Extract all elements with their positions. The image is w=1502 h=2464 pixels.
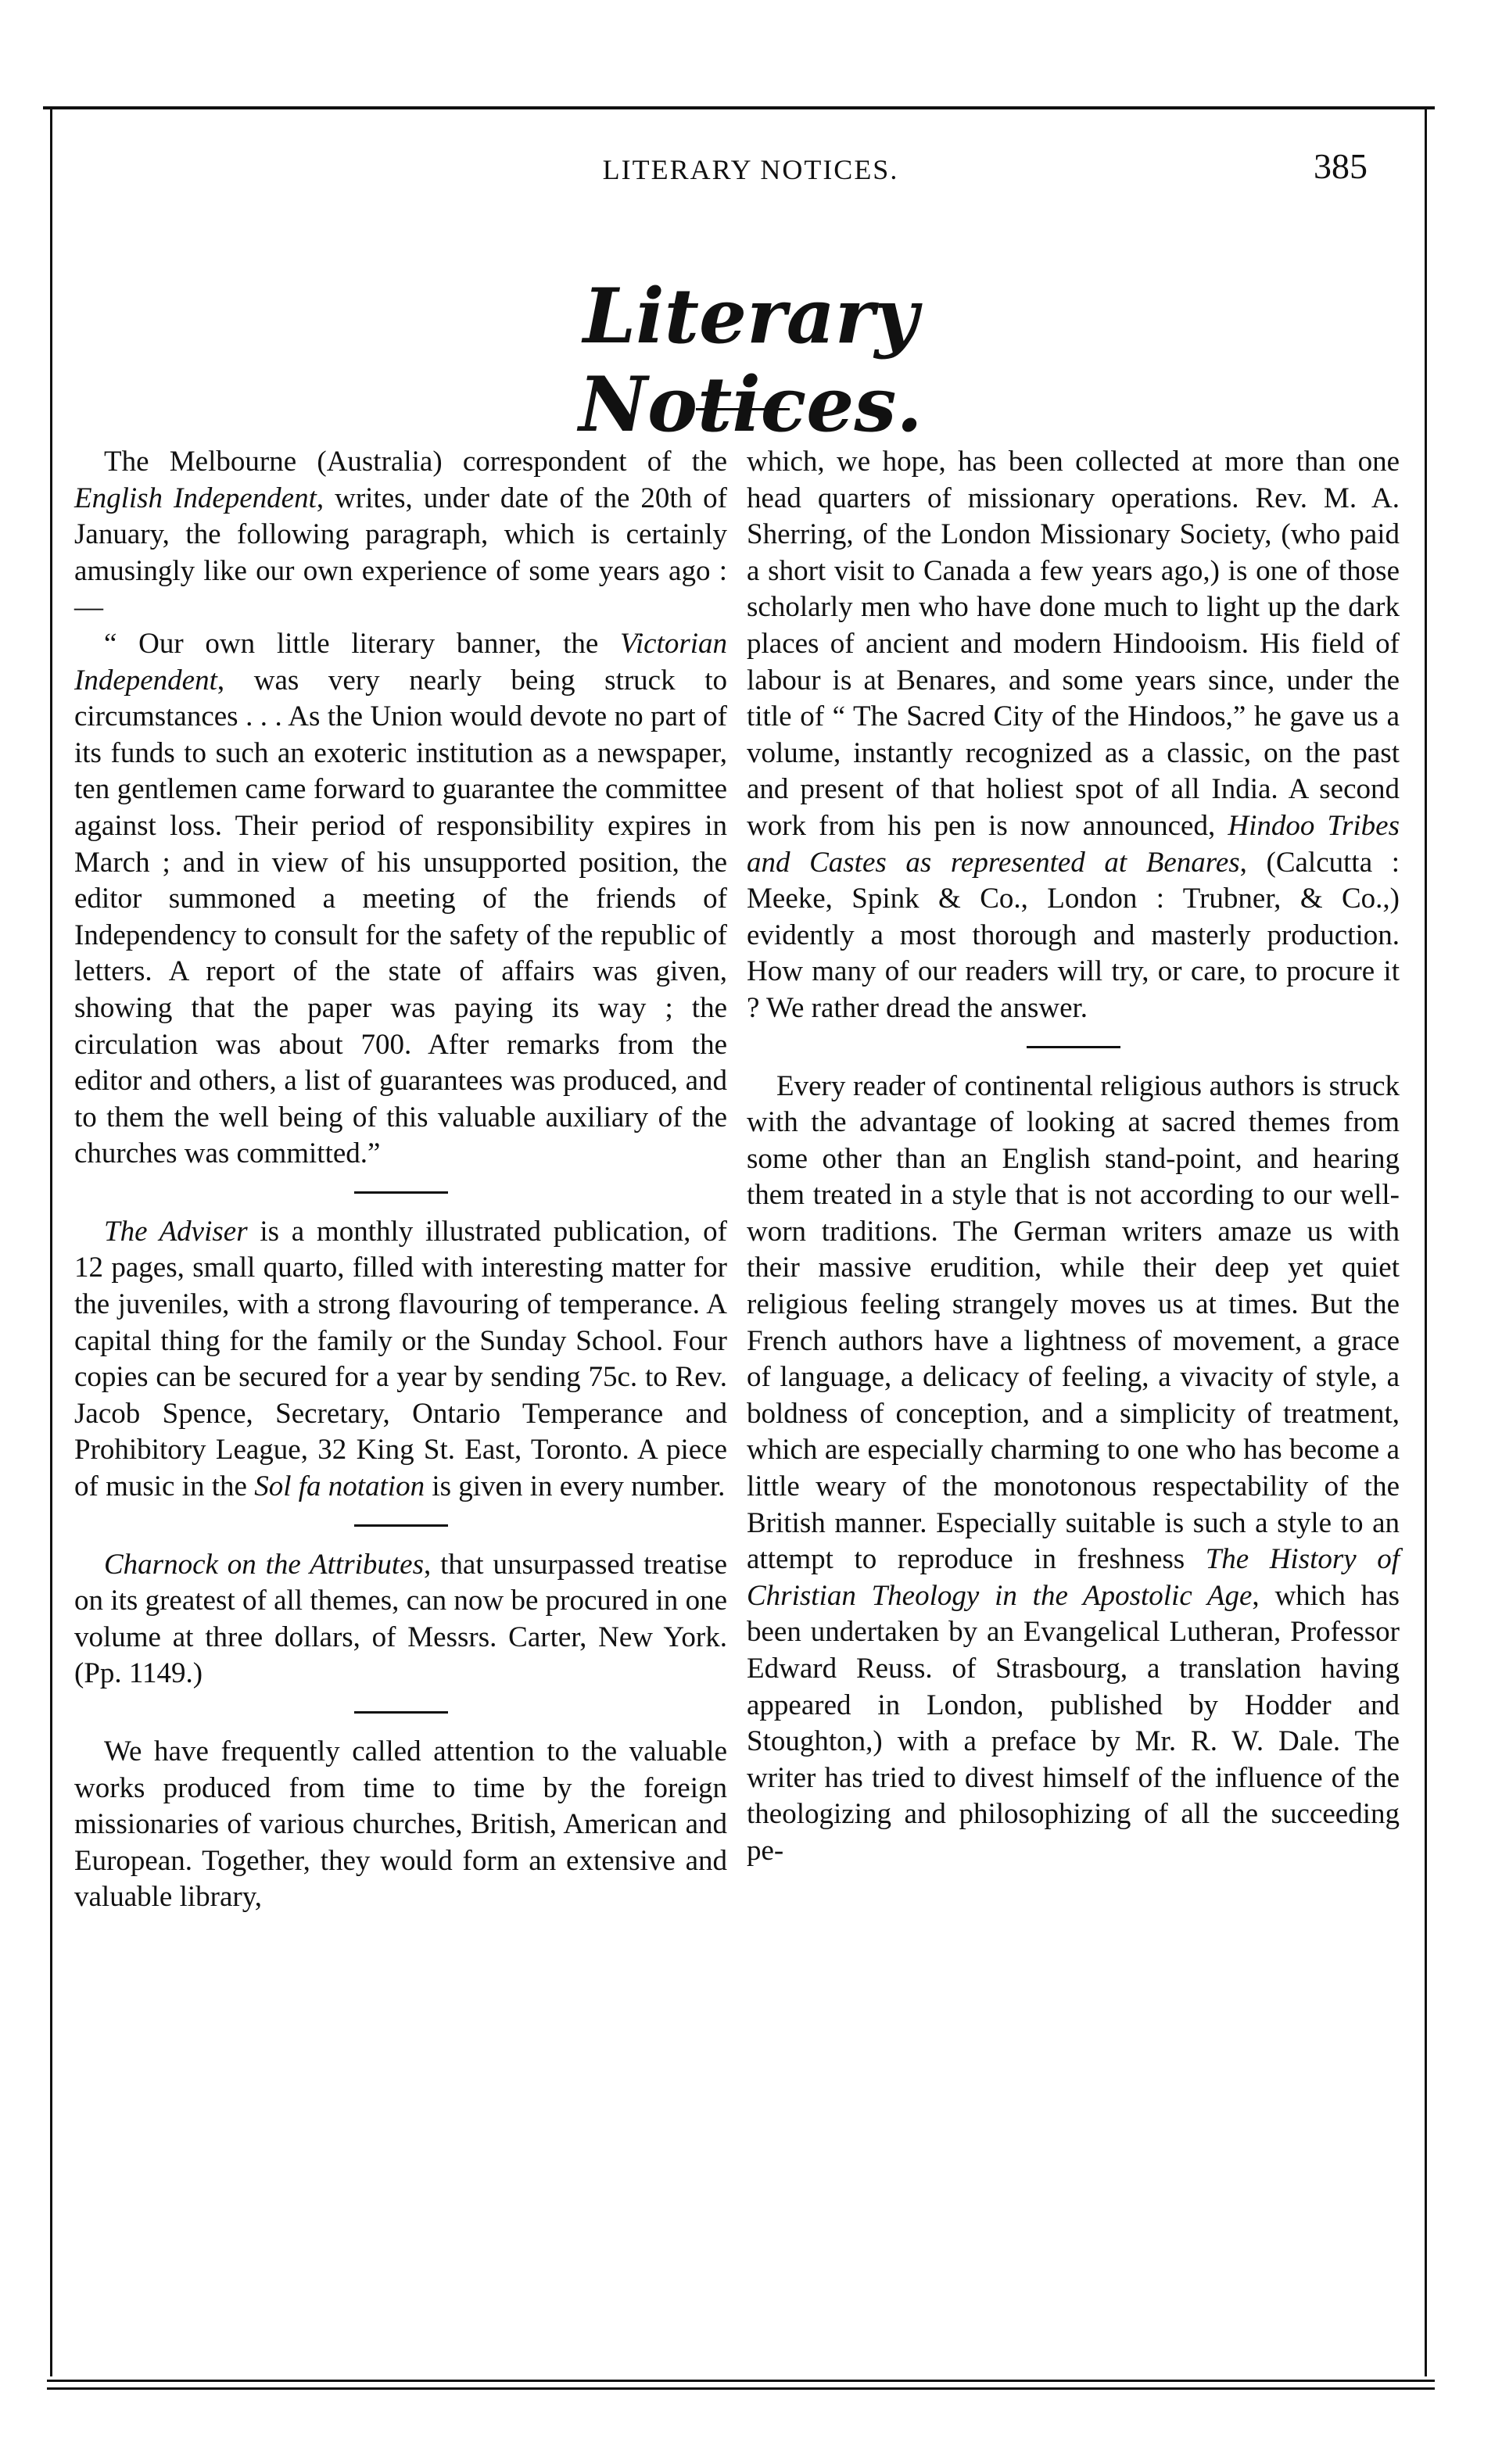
paragraph-melbourne: The Melbourne (Australia) correspondent of the English Independent, writes, under date of the 20th of January, the following paragraph, which is certainly amusingly like our own experience of some years ago :— xyxy=(74,446,727,624)
separator-rule xyxy=(354,1711,448,1714)
separator-rule xyxy=(354,1191,448,1194)
paragraph-missionaries: We have frequently called attention to the valuable works produced from time to time by the foreign missionaries of various churches, British, American and European. Together, they would form an extensive and valuable library, xyxy=(74,1735,727,1914)
paragraph-sherring: which, we hope, has been collected at more than one head quarters of missionary operations. Rev. M. A. Sherring, of the London Missionary Society, (who paid a short visit to Canada a few years ago,) is one of those scholarly men who have done much to light up the dark places of ancient and modern Hindooism. His field of labour is at Benares, and some years since, under the title of “ The Sacred City of the Hindoos,” he gave us a volume, instantly recognized as a classic, on the past and present of that holiest spot of all India. A second work from his pen is now announced, Hindoo Tribes and Castes as represented at Benares, (Calcutta : Meeke, Spink & Co., London : Trubner, & Co.,) evidently a most thorough and masterly production. How many of our readers will try, or care, to procure it ? We rather dread the answer. xyxy=(747,446,1400,1024)
right-border xyxy=(1425,109,1427,2376)
paragraph-continental: Every reader of continental religious authors is struck with the advantage of looking at sacred themes from some other than an English stand-point, and hearing them treated in a style that is not according to our well-worn traditions. The German writers amaze us with their massive erudition, while their deep yet quiet religious feeling strangely moves us at times. But the French authors have a lightness of movement, a grace of language, a delicacy of feeling, a vivacity of style, a boldness of conception, and a simplicity of treatment, which are especially charming to one who has become a little weary of the monotonous respectability of the British manner. Especially suitable is such a style to an attempt to reproduce in freshness The History of Christian Theology in the Apostolic Age, which has been undertaken by an Evangelical Lutheran, Professor Edward Reuss. of Strasbourg, a translation having appeared in London, published by Hodder and Stoughton,) with a preface by Mr. R. W. Dale. The writer has tried to divest himself of the influence of the theologizing and philosophizing of all the succeeding pe- xyxy=(747,1069,1400,1867)
running-head: LITERARY NOTICES. xyxy=(602,154,899,185)
left-column xyxy=(74,444,727,1916)
right-column xyxy=(747,444,1400,1870)
paragraph-quote: “ Our own little literary banner, the Victorian Independent, was very nearly being struck to circumstances . . . As the Union would devote no part of its funds to such an exoteric institution as a newspaper, ten gentlemen came forward to guarantee the committee against loss. Their period of responsibility expires in March ; and in view of his unsupported position, the editor summoned a meeting of the friends of Independency to consult for the safety of the republic of letters. A report of the state of affairs was given, showing that the paper was paying its way ; the circulation was about 700. After remarks from the editor and others, a list of guarantees was produced, and to them the well being of this valuable auxiliary of the churches was committed.” xyxy=(74,627,727,1170)
bottom-rule xyxy=(47,2380,1435,2382)
page-number: 385 xyxy=(1314,146,1368,186)
separator-rule xyxy=(1027,1046,1120,1048)
bottom-rule-double xyxy=(47,2387,1435,2390)
paragraph-adviser: The Adviser is a monthly illustrated publication, of 12 pages, small quarto, filled with interesting matter for the juveniles, with a strong flavouring of temperance. A capital thing for the family or the Sunday School. Four copies can be secured for a year by sending 75c. to Rev. Jacob Spence, Secretary, Ontario Temperance and Prohibitory League, 32 King St. East, Toronto. A piece of music in the Sol fa notation is given in every number. xyxy=(74,1215,727,1503)
paragraph-charnock: Charnock on the Attributes, that unsurpassed treatise on its greatest of all themes, can now be procured in one volume at three dollars, of Messrs. Carter, New York. (Pp. 1149.) xyxy=(74,1548,727,1690)
left-border xyxy=(50,109,52,2376)
top-rule xyxy=(43,106,1435,109)
section-title: Literary Notices. xyxy=(579,272,923,449)
separator-rule xyxy=(354,1524,448,1527)
title-rule xyxy=(696,408,790,410)
